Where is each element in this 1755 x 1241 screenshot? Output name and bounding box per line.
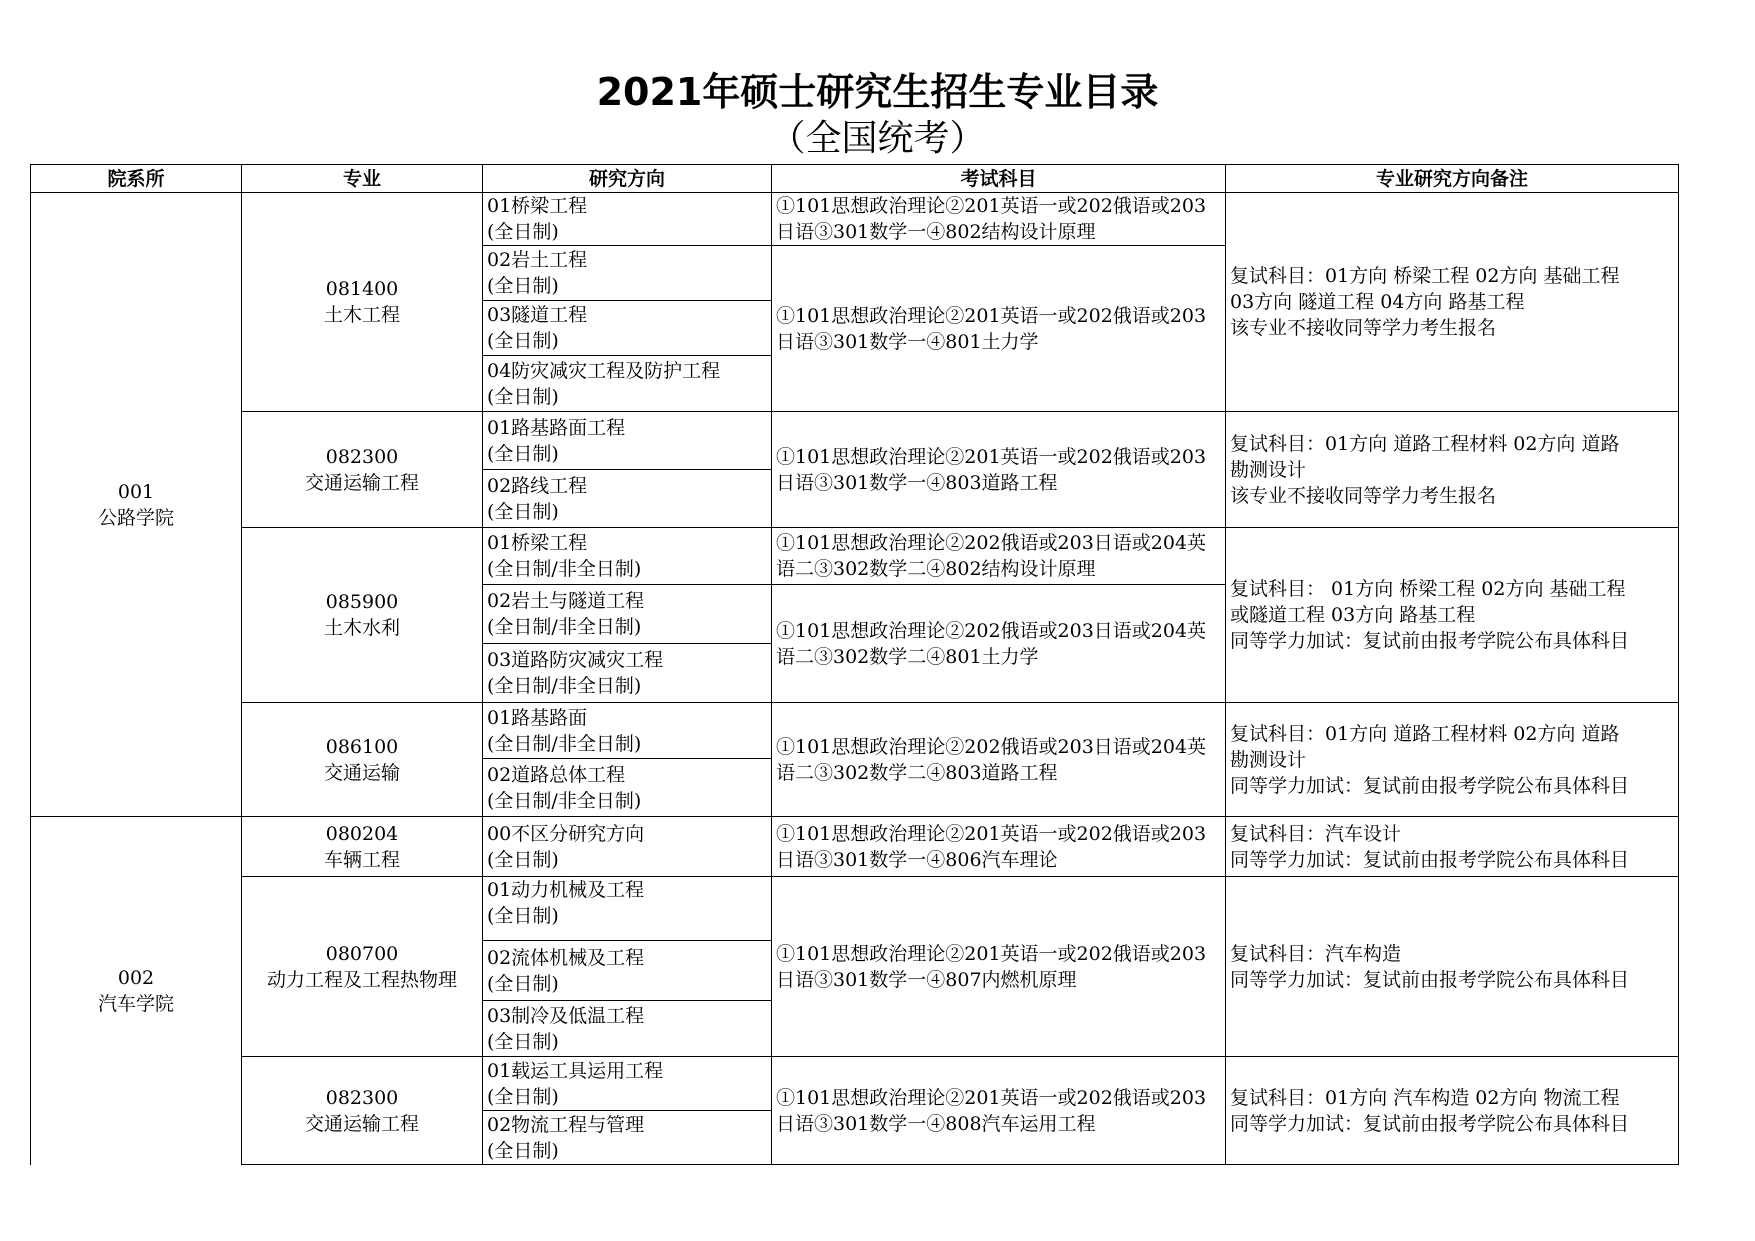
table-row [31,877,1679,941]
dept-cell-002 [31,817,242,1165]
major-name: 土木水利 [323,617,400,639]
table-row [31,528,1679,585]
remark-line: 复试科目：01方向 汽车构造 02方向 物流工程 [1230,1086,1620,1109]
direction-mode: (全日制/非全日制) [487,675,642,697]
remark-line: 复试科目：汽车设计 [1230,822,1402,845]
table-row [31,412,1679,470]
table-row [31,817,1679,877]
major-cell-081400 [242,193,483,412]
remark-line: 复试科目：01方向 道路工程材料 02方向 道路 [1230,432,1620,455]
table-header-row [31,165,1679,193]
direction-mode: (全日制/非全日制) [487,732,642,755]
remark-cell [1226,817,1679,877]
direction-mode: (全日制) [487,442,559,465]
header-dept: 院系所 [31,165,242,193]
exam-line: 语二③302数学二④802结构设计原理 [776,558,1096,580]
dept-code: 001 [117,480,155,503]
direction-cell [483,246,772,301]
direction-mode: (全日制/非全日制) [487,558,642,580]
major-code: 080204 [325,822,399,845]
direction-name: 03制冷及低温工程 [487,1004,645,1027]
table-row [31,703,1679,759]
major-cell-082300 [242,412,483,528]
direction-mode: (全日制) [487,972,559,995]
direction-cell [483,817,772,877]
exam-line: ①101思想政治理论②201英语一或202俄语或203 [776,822,1207,845]
major-name: 土木工程 [323,304,400,326]
direction-name: 01桥梁工程 [487,195,588,217]
header-exam: 考试科目 [772,165,1226,193]
direction-mode: (全日制) [487,500,559,523]
remark-line: 勘测设计 [1230,748,1307,771]
remark-line: 03方向 隧道工程 04方向 路基工程 [1230,291,1525,313]
direction-name: 01路基路面工程 [487,416,626,439]
remark-line: 同等学力加试：复试前由报考学院公布具体科目 [1230,630,1630,652]
direction-cell [483,1111,772,1165]
header-major: 专业 [242,165,483,193]
direction-mode: (全日制) [487,1139,559,1162]
direction-cell [483,644,772,703]
exam-line: ①101思想政治理论②202俄语或203日语或204英 [776,532,1207,554]
exam-cell [772,193,1226,246]
direction-name: 01路基路面 [487,706,588,729]
direction-cell [483,528,772,585]
direction-name: 02道路总体工程 [487,763,626,786]
direction-cell [483,470,772,528]
remark-cell [1226,1057,1679,1165]
exam-line: ①101思想政治理论②201英语一或202俄语或203 [776,942,1207,965]
major-code: 082300 [325,1086,399,1109]
direction-mode: (全日制) [487,221,559,243]
exam-line: ①101思想政治理论②202俄语或203日语或204英 [776,735,1207,758]
direction-name: 01动力机械及工程 [487,879,645,901]
direction-mode: (全日制) [487,905,559,927]
table-row [31,1057,1679,1111]
exam-cell [772,703,1226,817]
remark-cell [1226,412,1679,528]
major-code: 082300 [325,445,399,468]
exam-cell [772,817,1226,877]
major-name: 交通运输 [323,761,400,784]
dept-name: 汽车学院 [97,992,174,1015]
direction-cell [483,585,772,644]
direction-cell [483,356,772,412]
exam-cell [772,246,1226,412]
exam-cell [772,412,1226,528]
exam-cell [772,585,1226,703]
direction-mode: (全日制) [487,275,559,297]
direction-cell [483,1001,772,1057]
remark-line: 该专业不接收同等学力考生报名 [1230,317,1497,339]
remark-line: 勘测设计 [1230,458,1307,481]
direction-mode: (全日制) [487,1085,559,1108]
major-name: 交通运输工程 [304,1112,419,1135]
direction-name: 02岩土与隧道工程 [487,590,645,612]
major-cell-086100 [242,703,483,817]
major-name: 车辆工程 [323,848,400,871]
direction-mode: (全日制) [487,1030,559,1053]
direction-name: 02物流工程与管理 [487,1113,645,1136]
exam-line: 日语③301数学一④801土力学 [776,330,1039,353]
remark-line: 同等学力加试：复试前由报考学院公布具体科目 [1230,848,1630,871]
direction-cell [483,193,772,246]
dept-name: 公路学院 [97,506,174,529]
remark-line: 复试科目：01方向 桥梁工程 02方向 基础工程 [1230,265,1620,287]
direction-name: 00不区分研究方向 [487,822,645,845]
direction-mode: (全日制) [487,848,559,871]
remark-cell [1226,877,1679,1057]
direction-cell [483,703,772,759]
direction-cell [483,301,772,356]
major-code: 081400 [325,278,399,300]
major-name: 动力工程及工程热物理 [266,968,457,991]
remark-line: 同等学力加试：复试前由报考学院公布具体科目 [1230,774,1630,797]
major-cell-082300-auto [242,1057,483,1165]
header-direction: 研究方向 [483,165,772,193]
direction-mode: (全日制) [487,385,559,408]
remark-line: 同等学力加试：复试前由报考学院公布具体科目 [1230,968,1630,991]
exam-line: 语二③302数学二④801土力学 [776,645,1039,668]
direction-mode: (全日制/非全日制) [487,616,642,638]
remark-line: 该专业不接收同等学力考生报名 [1230,484,1497,507]
exam-line: ①101思想政治理论②201英语一或202俄语或203 [776,445,1207,468]
remark-cell [1226,193,1679,412]
exam-line: 日语③301数学一④806汽车理论 [776,848,1058,871]
table-row [31,193,1679,246]
exam-line: 日语③301数学一④808汽车运用工程 [776,1112,1096,1135]
exam-cell [772,528,1226,585]
major-code: 086100 [325,735,399,758]
exam-line: 日语③301数学一④802结构设计原理 [776,221,1096,243]
exam-line: ①101思想政治理论②201英语一或202俄语或203 [776,195,1207,217]
major-code: 085900 [325,591,399,613]
direction-mode: (全日制) [487,330,559,352]
direction-name: 02流体机械及工程 [487,946,645,969]
exam-line: 语二③302数学二④803道路工程 [776,761,1058,784]
direction-cell [483,941,772,1001]
exam-line: ①101思想政治理论②202俄语或203日语或204英 [776,619,1207,642]
direction-name: 03隧道工程 [487,304,588,326]
exam-line: 日语③301数学一④807内燃机原理 [776,968,1077,991]
exam-line: ①101思想政治理论②201英语一或202俄语或203 [776,304,1207,327]
remark-line: 复试科目： 01方向 桥梁工程 02方向 基础工程 [1230,578,1626,600]
major-cell-085900 [242,528,483,703]
exam-line: ①101思想政治理论②201英语一或202俄语或203 [776,1086,1207,1109]
direction-name: 04防灾减灾工程及防护工程 [487,359,721,382]
remark-line: 同等学力加试：复试前由报考学院公布具体科目 [1230,1112,1630,1135]
direction-name: 03道路防灾减灾工程 [487,649,664,671]
direction-cell [483,412,772,470]
remark-line: 或隧道工程 03方向 路基工程 [1230,604,1476,626]
exam-cell [772,1057,1226,1165]
direction-name: 02岩土工程 [487,249,588,271]
enrollment-catalog-table [30,164,1679,1165]
remark-cell [1226,528,1679,703]
page-subtitle: （全国统考） [769,118,986,159]
direction-cell [483,1057,772,1111]
major-cell-080700 [242,877,483,1057]
exam-line: 日语③301数学一④803道路工程 [776,471,1058,494]
remark-cell [1226,703,1679,817]
direction-name: 01载运工具运用工程 [487,1059,664,1082]
direction-cell [483,877,772,941]
dept-code: 002 [117,966,155,989]
dept-cell-001 [31,193,242,817]
remark-line: 复试科目：汽车构造 [1230,942,1402,965]
direction-mode: (全日制/非全日制) [487,789,642,812]
header-remark: 专业研究方向备注 [1226,165,1679,193]
page-title: 2021年硕士研究生招生专业目录 [596,70,1159,114]
direction-name: 02路线工程 [487,474,588,497]
direction-cell [483,759,772,817]
major-cell-080204 [242,817,483,877]
direction-name: 01桥梁工程 [487,532,588,554]
major-code: 080700 [325,942,399,965]
remark-line: 复试科目：01方向 道路工程材料 02方向 道路 [1230,722,1620,745]
exam-cell [772,877,1226,1057]
major-name: 交通运输工程 [304,471,419,494]
